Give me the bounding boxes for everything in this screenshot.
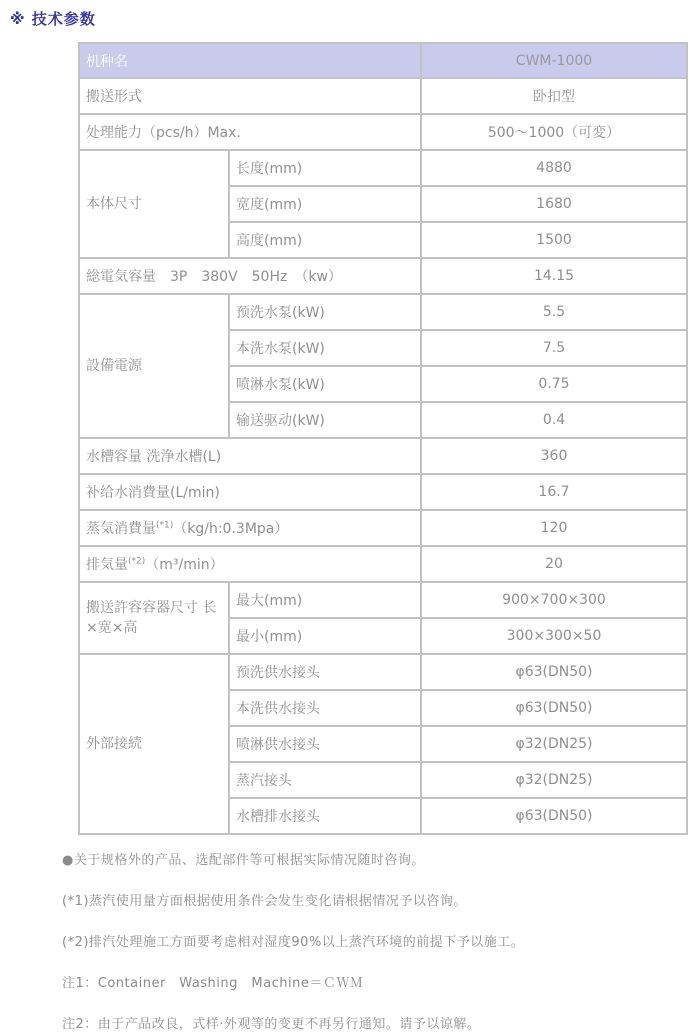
spec-value-cell: φ32(DN25)	[421, 762, 687, 798]
table-row-tank-capacity	[79, 438, 687, 474]
table-row-exhaust-volume	[79, 546, 687, 582]
spec-label-text: 排気量	[86, 557, 128, 573]
spec-label-cell: 水槽容量 洗浄水槽(L)	[79, 438, 421, 474]
spec-label-cell	[79, 510, 421, 546]
spec-value-cell: 16.7	[421, 474, 687, 510]
spec-label-cell: 総電気容量 3P 380V 50Hz （kw）	[79, 258, 421, 294]
spec-value-cell: 5.5	[421, 294, 687, 330]
table-row-steam-consumption	[79, 510, 687, 546]
spec-value-cell: 14.15	[421, 258, 687, 294]
table-row-prewash-pump	[79, 294, 687, 330]
spec-label-cell: 补给水消費量(L/min)	[79, 474, 421, 510]
spec-value-cell: 卧扣型	[421, 78, 687, 114]
spec-value-cell: 0.4	[421, 402, 687, 438]
spec-sub-label-cell: 长度(mm)	[229, 150, 421, 186]
spec-group-cell: 外部接続	[79, 654, 229, 834]
spec-sub-label-cell: 输送驱动(kW)	[229, 402, 421, 438]
spec-value-cell: 0.75	[421, 366, 687, 402]
spec-value-cell: φ63(DN50)	[421, 654, 687, 690]
note-footnote-2: (*2)排汽处理施工方面要考虑相对湿度90%以上蒸汽环境的前提下予以施工。	[62, 935, 525, 950]
table-row-body-length	[79, 150, 687, 186]
spec-label-cell: 搬送形式	[79, 78, 421, 114]
page-title: ※ 技术参数	[10, 10, 96, 28]
spec-value-cell: 1500	[421, 222, 687, 258]
table-row-total-power	[79, 258, 687, 294]
spec-label-cell	[79, 546, 421, 582]
spec-sub-label-cell: 本洗水泵(kW)	[229, 330, 421, 366]
table-row-water-consumption	[79, 474, 687, 510]
spec-sub-label-cell: 蒸汽接头	[229, 762, 421, 798]
spec-sub-label-cell: 喷淋供水接头	[229, 726, 421, 762]
spec-value-cell: φ32(DN25)	[421, 726, 687, 762]
note-general: ●关于规格外的产品、选配部件等可根据实际情况随时咨询。	[62, 853, 425, 868]
spec-group-cell: 本体尺寸	[79, 150, 229, 258]
spec-value-cell: 20	[421, 546, 687, 582]
spec-value-cell: 1680	[421, 186, 687, 222]
spec-sub-label-cell: 喷淋水泵(kW)	[229, 366, 421, 402]
spec-table	[78, 42, 688, 835]
spec-sub-label-cell: 水槽排水接头	[229, 798, 421, 834]
note-1-abbreviation: 注1：Container Washing Machine＝ＣＷＭ	[62, 976, 364, 991]
model-name-header: 机种名	[79, 43, 421, 78]
spec-sub-label-cell: 本洗供水接头	[229, 690, 421, 726]
note-footnote-1: (*1)蒸汽使用量方面根据使用条件会发生变化请根据情况予以咨询。	[62, 894, 467, 909]
spec-label-unit: （m³/min）	[145, 557, 224, 573]
spec-sub-label-cell: 预洗水泵(kW)	[229, 294, 421, 330]
spec-label-unit: （kg/h:0.3Mpa）	[173, 521, 289, 537]
note-2-disclaimer: 注2：由于产品改良，式样·外观等的变更不再另行通知。请予以谅解。	[62, 1017, 481, 1032]
spec-value-cell: φ63(DN50)	[421, 690, 687, 726]
spec-label-text: 蒸気消費量	[86, 521, 156, 537]
spec-label-cell: 处理能力（pcs/h）Max.	[79, 114, 421, 150]
spec-value-cell: 7.5	[421, 330, 687, 366]
spec-value-cell: 120	[421, 510, 687, 546]
spec-sub-label-cell: 宽度(mm)	[229, 186, 421, 222]
spec-value-cell: 4880	[421, 150, 687, 186]
spec-sub-label-cell: 最大(mm)	[229, 582, 421, 618]
spec-group-cell: 設備電源	[79, 294, 229, 438]
table-row-container-max	[79, 582, 687, 618]
table-header-row	[79, 43, 687, 78]
spec-sub-label-cell: 高度(mm)	[229, 222, 421, 258]
table-row-transport-type	[79, 78, 687, 114]
spec-sub-label-cell: 预洗供水接头	[229, 654, 421, 690]
spec-value-cell: 900×700×300	[421, 582, 687, 618]
footnotes	[62, 849, 689, 1032]
footnote-2-mark: (*2)	[128, 556, 146, 567]
spec-value-cell: 360	[421, 438, 687, 474]
spec-value-cell: φ63(DN50)	[421, 798, 687, 834]
spec-value-cell: 500～1000（可変）	[421, 114, 687, 150]
model-name-value: CWM-1000	[421, 43, 687, 78]
spec-sub-label-cell: 最小(mm)	[229, 618, 421, 654]
table-row-capacity	[79, 114, 687, 150]
footnote-1-mark: (*1)	[156, 520, 174, 531]
table-row-prewash-inlet	[79, 654, 687, 690]
spec-group-cell: 搬送許容容器尺寸 长×宽×高	[79, 582, 229, 654]
spec-value-cell: 300×300×50	[421, 618, 687, 654]
